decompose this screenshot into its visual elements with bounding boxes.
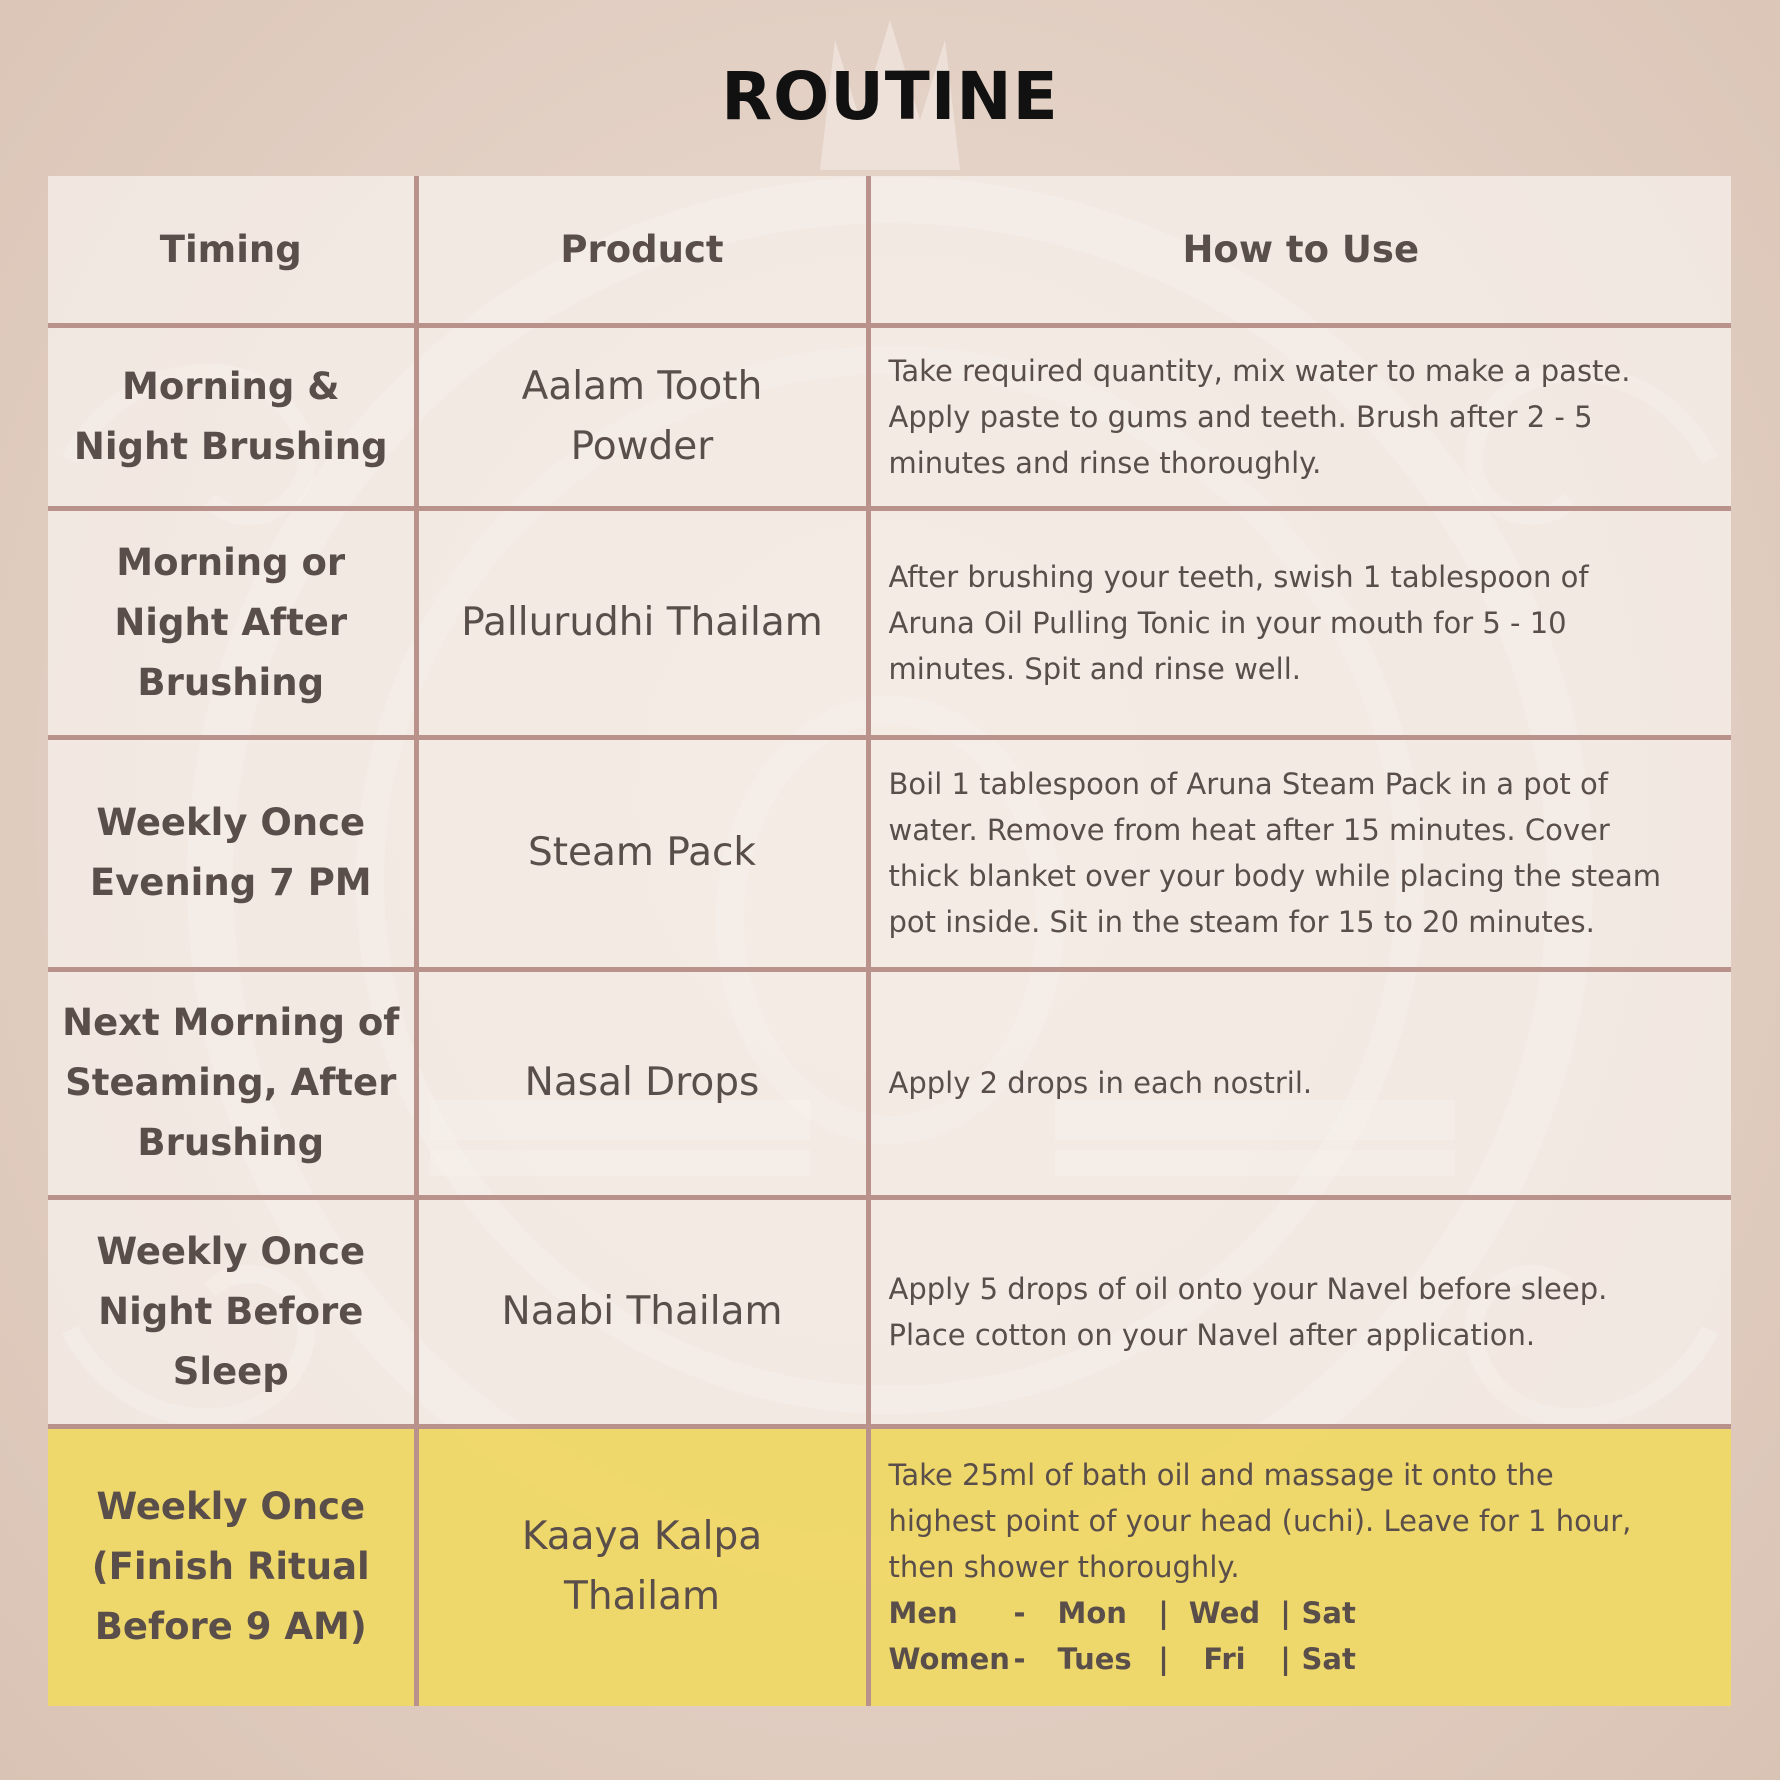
schedule-day: Tues	[1057, 1642, 1132, 1677]
product-cell: Kaaya Kalpa Thailam	[416, 1426, 868, 1706]
product-cell: Pallurudhi Thailam	[416, 508, 868, 737]
how-to-use-cell: Take required quantity, mix water to make a paste. Apply paste to gums and teeth. Brush after 2 - 5 minutes and rinse thoroughly.	[868, 325, 1731, 508]
schedule-separator: |	[1158, 1642, 1169, 1677]
table-row-highlighted	[48, 1426, 1731, 1706]
schedule-label: Women	[888, 1642, 1010, 1677]
schedule-row-women	[889, 1636, 1714, 1682]
table-row	[48, 737, 1731, 969]
how-to-use-cell: Take 25ml of bath oil and massage it onto the highest point of your head (uchi). Leave for 1 hour, then shower thoroughly. Men - Mon | Wed | Sat Women - Tues | Fri | Sat	[868, 1426, 1731, 1706]
header-how-to-use: How to Use	[868, 176, 1731, 325]
schedule-row-men	[889, 1590, 1714, 1636]
timing-cell: Weekly Once Evening 7 PM	[48, 737, 416, 969]
schedule-separator: |	[1158, 1596, 1169, 1631]
timing-cell: Morning & Night Brushing	[48, 325, 416, 508]
timing-cell: Next Morning of Steaming, After Brushing	[48, 969, 416, 1197]
schedule-day: Sat	[1301, 1642, 1356, 1677]
how-to-use-cell: Apply 5 drops of oil onto your Navel before sleep. Place cotton on your Navel after application.	[868, 1197, 1731, 1426]
schedule-dash: -	[1013, 1596, 1026, 1631]
how-to-use-cell: After brushing your teeth, swish 1 tablespoon of Aruna Oil Pulling Tonic in your mouth for 5 - 10 minutes. Spit and rinse well.	[868, 508, 1731, 737]
product-cell: Aalam Tooth Powder	[416, 325, 868, 508]
timing-cell: Weekly Once (Finish Ritual Before 9 AM)	[48, 1426, 416, 1706]
product-cell: Naabi Thailam	[416, 1197, 868, 1426]
schedule-separator: |	[1280, 1642, 1291, 1677]
schedule-dash: -	[1013, 1642, 1026, 1677]
table-row	[48, 969, 1731, 1197]
how-to-use-cell: Boil 1 tablespoon of Aruna Steam Pack in a pot of water. Remove from heat after 15 minutes. Cover thick blanket over your body while placing the steam pot inside. Sit in the steam for 15 to 20 minutes.	[868, 737, 1731, 969]
schedule-separator: |	[1280, 1596, 1291, 1631]
table-row	[48, 508, 1731, 737]
table-row	[48, 325, 1731, 508]
schedule-label: Men	[888, 1596, 958, 1631]
schedule-day: Sat	[1301, 1596, 1356, 1631]
schedule-day: Wed	[1188, 1596, 1261, 1631]
timing-cell: Weekly Once Night Before Sleep	[48, 1197, 416, 1426]
product-cell: Nasal Drops	[416, 969, 868, 1197]
schedule-day: Fri	[1203, 1642, 1246, 1677]
timing-cell: Morning or Night After Brushing	[48, 508, 416, 737]
table-row	[48, 1197, 1731, 1426]
header-timing: Timing	[48, 176, 416, 325]
how-to-use-cell: Apply 2 drops in each nostril.	[868, 969, 1731, 1197]
header-product: Product	[416, 176, 868, 325]
schedule-day: Mon	[1057, 1596, 1127, 1631]
weekly-schedule	[889, 1590, 1714, 1682]
product-cell: Steam Pack	[416, 737, 868, 969]
table-header-row	[48, 176, 1731, 325]
routine-table	[48, 176, 1731, 1706]
page-title: ROUTINE	[721, 58, 1059, 135]
